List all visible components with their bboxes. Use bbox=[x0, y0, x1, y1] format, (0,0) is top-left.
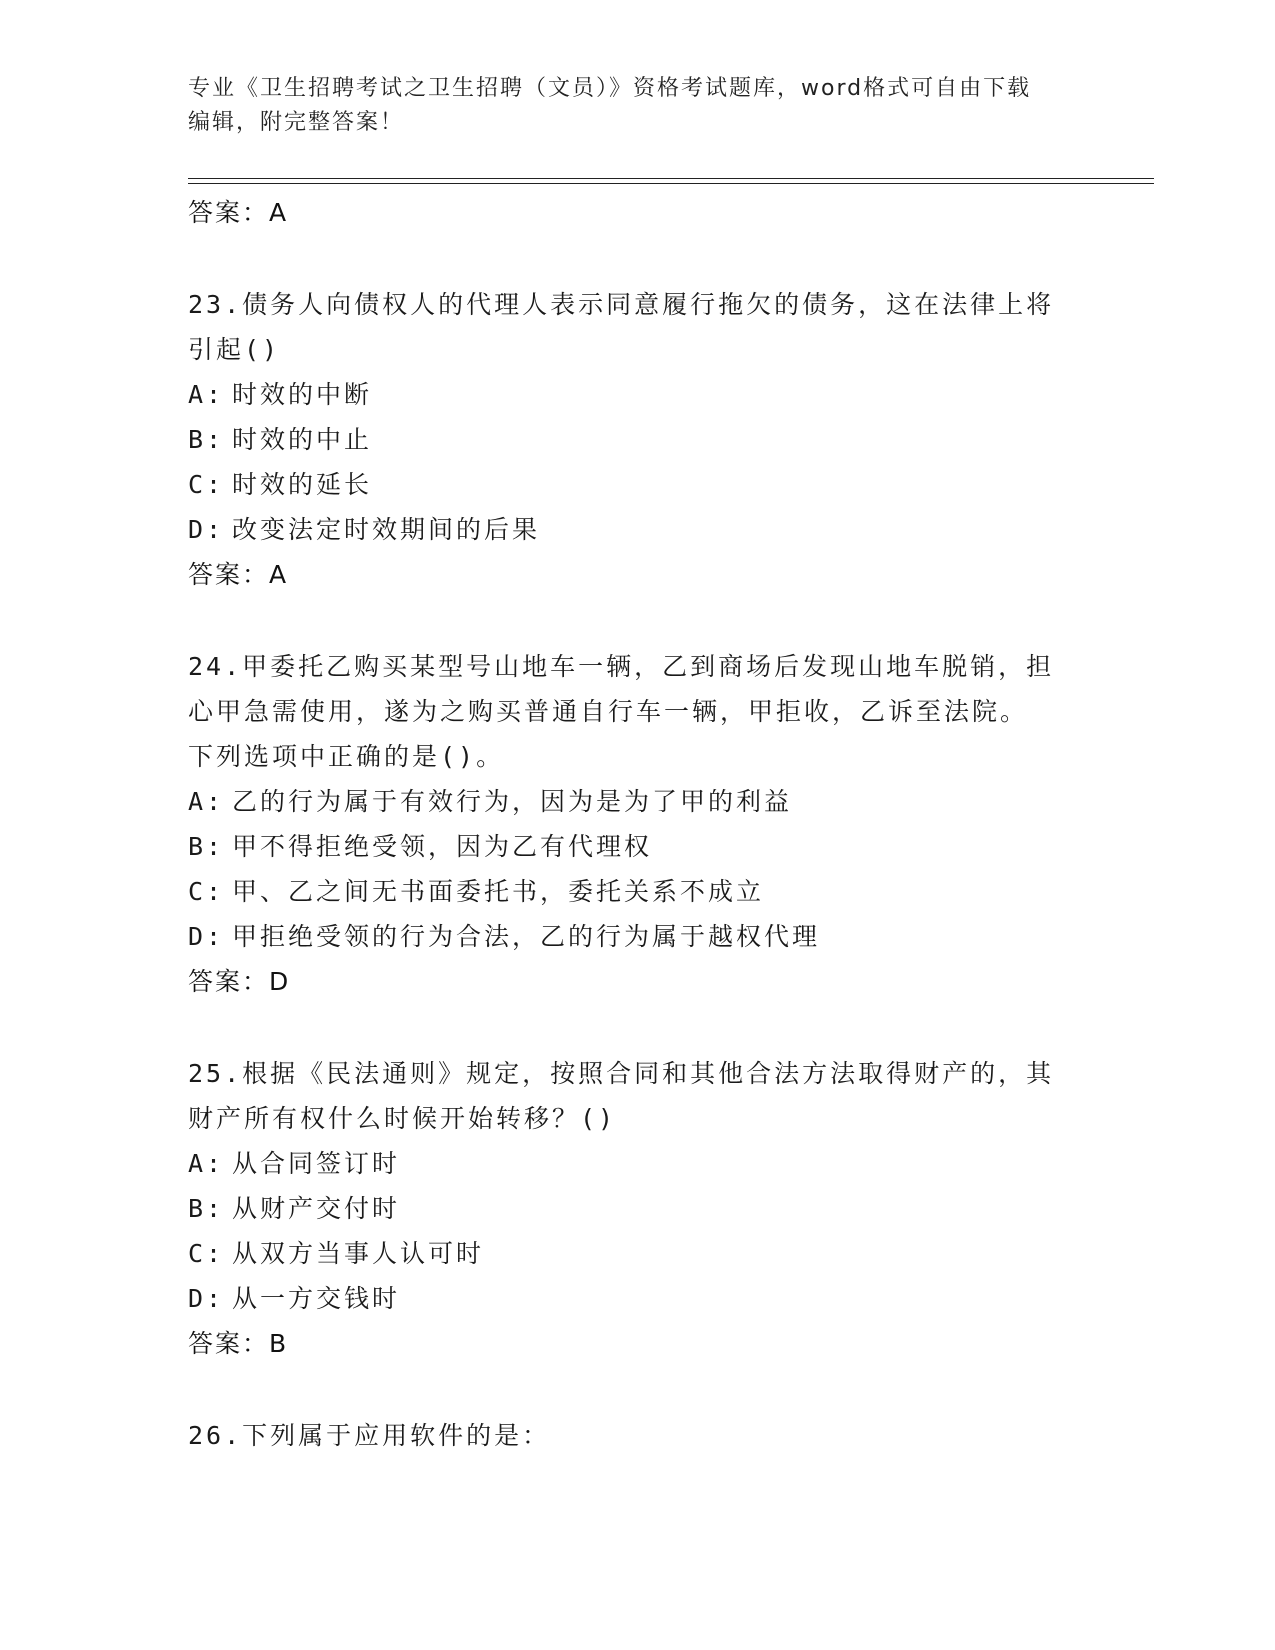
option-text: 甲、乙之间无书面委托书，委托关系不成立 bbox=[232, 877, 765, 906]
question-23 bbox=[188, 282, 1088, 598]
answer-line: 答案：A bbox=[188, 560, 289, 589]
option-text: 甲不得拒绝受领，因为乙有代理权 bbox=[232, 832, 653, 861]
answer-line: 答案：D bbox=[188, 967, 291, 996]
option-key: B: bbox=[188, 832, 225, 861]
question-stem-line: 心甲急需使用，遂为之购买普通自行车一辆，甲拒收，乙诉至法院。 bbox=[188, 697, 1029, 726]
option-c bbox=[188, 462, 1088, 507]
option-d bbox=[188, 507, 1088, 552]
option-d bbox=[188, 1276, 1088, 1321]
option-text: 时效的延长 bbox=[232, 470, 373, 499]
option-text: 时效的中断 bbox=[232, 380, 373, 409]
question-stem-line: 23.债务人向债权人的代理人表示同意履行拖欠的债务，这在法律上将 bbox=[188, 290, 1055, 319]
question-25 bbox=[188, 1051, 1088, 1367]
option-key: C: bbox=[188, 877, 225, 906]
option-text: 改变法定时效期间的后果 bbox=[232, 515, 541, 544]
option-text: 从双方当事人认可时 bbox=[232, 1239, 485, 1268]
option-key: B: bbox=[188, 1194, 225, 1223]
option-key: B: bbox=[188, 425, 225, 454]
document-body bbox=[188, 190, 1088, 1458]
option-b bbox=[188, 1186, 1088, 1231]
option-a bbox=[188, 1141, 1088, 1186]
option-text: 从财产交付时 bbox=[232, 1194, 401, 1223]
option-key: A: bbox=[188, 787, 225, 816]
option-key: A: bbox=[188, 1149, 225, 1178]
question-stem-line: 25.根据《民法通则》规定，按照合同和其他合法方法取得财产的，其 bbox=[188, 1059, 1055, 1088]
option-a bbox=[188, 779, 1088, 824]
header-line-1: 专业《卫生招聘考试之卫生招聘（文员）》资格考试题库，word格式可自由下载 bbox=[188, 76, 1032, 101]
question-stem-line: 引起() bbox=[188, 335, 281, 364]
option-key: D: bbox=[188, 515, 225, 544]
option-a bbox=[188, 372, 1088, 417]
header-divider-bottom bbox=[188, 183, 1154, 184]
question-26 bbox=[188, 1413, 1088, 1458]
option-key: C: bbox=[188, 1239, 225, 1268]
option-b bbox=[188, 824, 1088, 869]
option-c bbox=[188, 1231, 1088, 1276]
previous-answer: 答案：A bbox=[188, 198, 289, 227]
option-text: 甲拒绝受领的行为合法，乙的行为属于越权代理 bbox=[232, 922, 821, 951]
option-text: 时效的中止 bbox=[232, 425, 373, 454]
question-stem-line: 26.下列属于应用软件的是： bbox=[188, 1421, 551, 1450]
option-c bbox=[188, 869, 1088, 914]
option-text: 从一方交钱时 bbox=[232, 1284, 401, 1313]
option-key: C: bbox=[188, 470, 225, 499]
document-header bbox=[188, 72, 1088, 140]
answer-line: 答案：B bbox=[188, 1329, 289, 1358]
question-24 bbox=[188, 644, 1088, 1005]
option-text: 从合同签订时 bbox=[232, 1149, 401, 1178]
option-key: A: bbox=[188, 380, 225, 409]
question-stem-line: 财产所有权什么时候开始转移？() bbox=[188, 1104, 617, 1133]
question-stem-line: 下列选项中正确的是()。 bbox=[188, 742, 505, 771]
option-d bbox=[188, 914, 1088, 959]
option-b bbox=[188, 417, 1088, 462]
option-text: 乙的行为属于有效行为，因为是为了甲的利益 bbox=[232, 787, 793, 816]
question-stem-line: 24.甲委托乙购买某型号山地车一辆，乙到商场后发现山地车脱销，担 bbox=[188, 652, 1055, 681]
header-line-2: 编辑，附完整答案！ bbox=[188, 110, 405, 135]
header-divider-top bbox=[188, 178, 1154, 179]
option-key: D: bbox=[188, 922, 225, 951]
option-key: D: bbox=[188, 1284, 225, 1313]
